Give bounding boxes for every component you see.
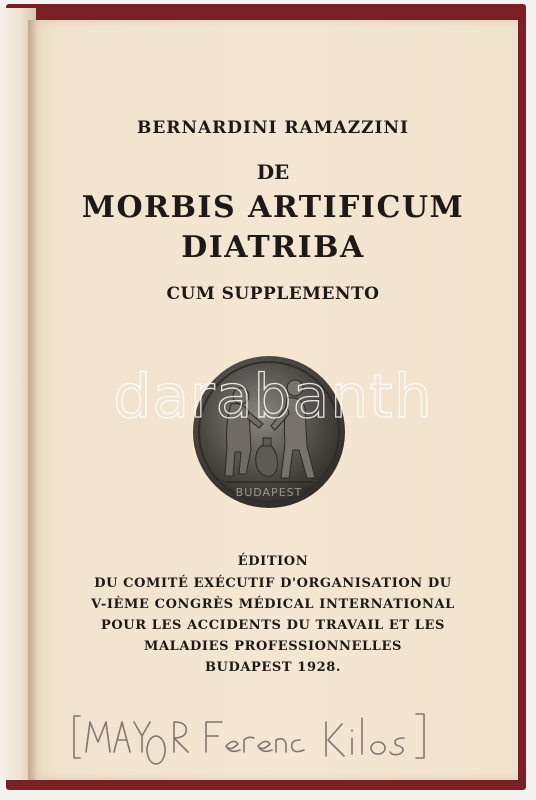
edition-line: MALADIES PROFESSIONNELLES — [143, 639, 403, 654]
handwritten-pencil-note — [70, 708, 430, 770]
edition-line: V-IÈME CONGRÈS MÉDICAL INTERNATIONAL — [91, 597, 455, 612]
subtitle: CUM SUPPLEMENTO — [166, 284, 380, 304]
watermark: darabanth — [113, 362, 433, 432]
main-title-line-2: DIATRIBA — [181, 230, 365, 265]
medal-inscription: BUDAPEST — [235, 486, 303, 499]
edition-line: BUDAPEST 1928. — [204, 660, 342, 675]
edition-line: POUR LES ACCIDENTS DU TRAVAIL ET LES — [100, 618, 446, 633]
edition-line: DU COMITÉ EXÉCUTIF D'ORGANISATION DU — [94, 576, 452, 591]
author-name: BERNARDINI RAMAZZINI — [136, 118, 409, 138]
main-title-line-1: MORBIS ARTIFICUM — [81, 190, 465, 225]
title-prefix: DE — [256, 160, 290, 184]
edition-line: ÉDITION — [237, 554, 309, 569]
